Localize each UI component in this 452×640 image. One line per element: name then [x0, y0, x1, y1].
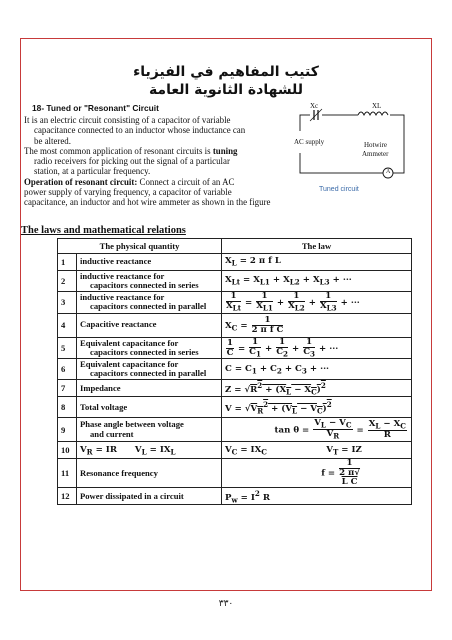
laws-table: [57, 238, 412, 505]
table-row: 12 Power dissipated in a circuit $P_w = I^2$ R: [58, 488, 412, 505]
formula: $\frac{1}{X_{Lt}}$ = $\frac{1}{X_{L1}}$ + $\frac{1}{X_{L2}}$ + $\frac{1}{X_{L3}}$ + ···: [222, 292, 412, 314]
formula: $X_L = 2$ π f L: [222, 254, 412, 271]
table-row: 6 Equivalent capacitance for capacitors connected in parallel $C = C_1 + C_2 + C_3$ + ···: [58, 359, 412, 380]
page-number: ٣٣٠: [218, 599, 234, 609]
formula: $P_w = I^2$ R: [222, 488, 412, 505]
formula: $C = C_1 + C_2 + C_3$ + ···: [222, 359, 412, 380]
ammeter-label-1: Hotwire: [364, 141, 387, 149]
header-law: The law: [222, 239, 412, 254]
table-row: 2 inductive reactance for capacitors connected in series $X_{Lt} = X_{L1} + X_{L2} + X_{L3}$ + ···: [58, 271, 412, 292]
table-row: 7 Impedance $Z = √R^2 + (X_L - X_C)^2$: [58, 380, 412, 397]
xl-label: XL: [372, 102, 382, 110]
ammeter-label-2: Ammeter: [362, 150, 389, 158]
formula: $X_C$ = $\frac{1}{\text{2 π f C}}$: [222, 313, 412, 337]
xc-label: Xc: [310, 102, 319, 110]
table-row: 4 Capacitive reactance $X_C$ = $\frac{1}{\text{2 π f C}}$: [58, 313, 412, 337]
formula: tan θ = $\frac{V_L - V_C}{V_R}$ = $\frac{X_L - X_C}{R}$: [222, 418, 412, 442]
formula: $Z = √R^2 + (X_L - X_C)^2$: [222, 380, 412, 397]
formula: $X_{Lt} = X_{L1} + X_{L2} + X_{L3}$ + ···: [222, 271, 412, 292]
table-row: 8 Total voltage $V = √V_R^2 + (V_L - V_C)^2$: [58, 397, 412, 418]
tuned-circuit-diagram: [294, 102, 408, 183]
ac-supply-label: AC supply: [294, 138, 325, 146]
laws-title: The laws and mathematical relations: [21, 225, 186, 236]
formula: f = 1 2 π√ L C: [222, 459, 412, 488]
formula: $V = √V_R^2 + (V_L - V_C)^2$: [222, 397, 412, 418]
header-title: كتيب المفاهيم في الفيزياء: [133, 64, 319, 80]
table-row: 9 Phase angle between voltage and current tan θ = $\frac{V_L - V_C}{V_R}$ = $\frac{X_L - X_C}{R}$: [58, 418, 412, 442]
header-subtitle: للشهادة الثانوية العامة: [148, 82, 304, 98]
table-row: 3 inductive reactance for capacitors connected in parallel $\frac{1}{X_{Lt}}$ = $\frac{1}{X_{L1}}$ + $\frac{1}{X_{L2}}$ + $\frac{1}{X_{L3}}$ + ···: [58, 292, 412, 314]
table-row: 1 inductive reactance $X_L = 2$ π f L: [58, 254, 412, 271]
header-quantity: The physical quantity: [58, 239, 222, 254]
table-row: 10 $V_R$ = IR $V_L = IX_L$ $V_C = IX_C$ $V_T$ = IZ: [58, 442, 412, 459]
table-row: 5 Equivalent capacitance for capacitors connected in series $\frac{1}{C}$ = $\frac{1}{C_1}$ + $\frac{1}{C_2}$ + $\frac{1}{C_3}$ + ···: [58, 337, 412, 359]
formula: $\frac{1}{C}$ = $\frac{1}{C_1}$ + $\frac{1}{C_2}$ + $\frac{1}{C_3}$ + ···: [222, 337, 412, 359]
ammeter-symbol: A: [386, 169, 391, 175]
table-row: 11 Resonance frequency f = 1 2 π√ L C: [58, 459, 412, 488]
intro-paragraph: It is an electric circuit consisting of a capacitor of variable capacitance connected to an inductor whose inductance can be altered. The most common application of resonant circuits is tuning radio receivers for picking out the signal of a particular station, at a particular frequency. Operation of resonant circuit: Connect a circuit of an AC power supply of varying frequency, a capacitor of variable capacitance, an inductor and hot wire ammeter as shown in the figure: [24, 115, 271, 208]
section-title: 18- Tuned or "Resonant" Circuit: [32, 103, 159, 113]
figure-caption: Tuned circuit: [319, 186, 359, 193]
